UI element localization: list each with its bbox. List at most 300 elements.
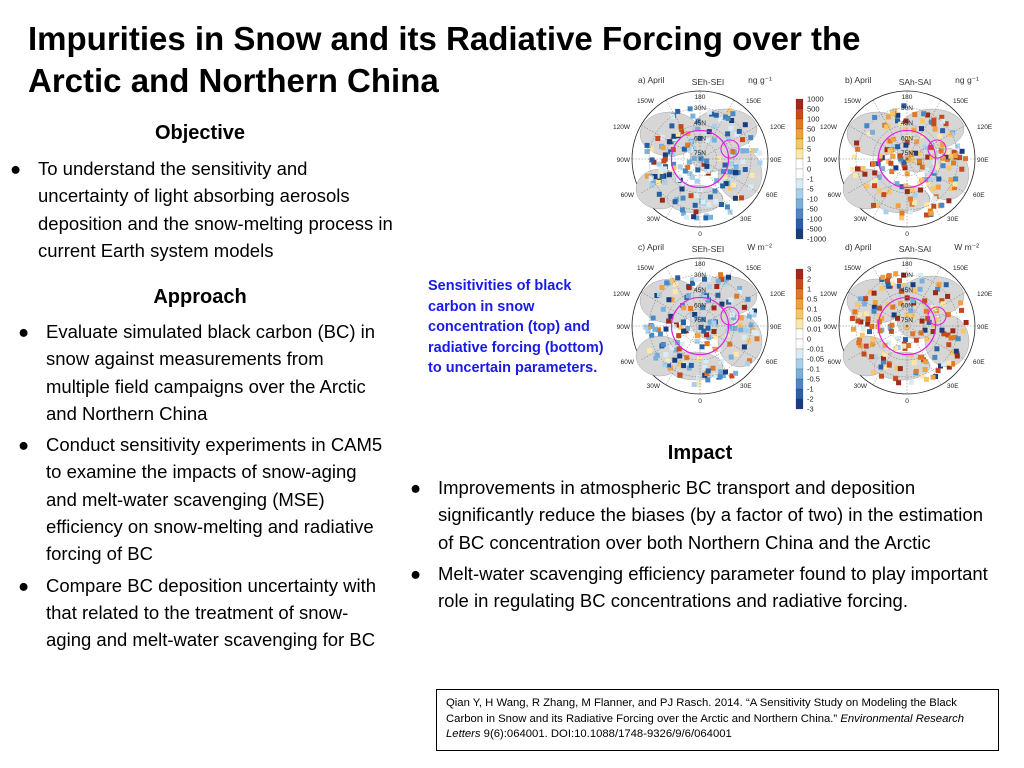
map-cell bbox=[737, 323, 742, 328]
map-cell bbox=[958, 300, 963, 305]
objective-list bbox=[10, 155, 395, 268]
grid-label: 60W bbox=[620, 192, 634, 199]
map-cell bbox=[922, 145, 927, 150]
map-cell bbox=[886, 124, 891, 129]
map-cell bbox=[729, 161, 734, 166]
map-cell bbox=[940, 128, 945, 133]
map-cell bbox=[896, 203, 901, 208]
map-cell bbox=[871, 203, 876, 208]
grid-label: 75N bbox=[901, 316, 913, 324]
bottom-colorbar-label: 1 bbox=[807, 284, 812, 294]
map-cell bbox=[689, 363, 694, 368]
bullet-dot-icon: ● bbox=[18, 321, 30, 342]
bottom-colorbar-segment bbox=[796, 309, 803, 319]
map-cell bbox=[715, 293, 720, 298]
map-cell bbox=[861, 326, 866, 331]
grid-label: 180 bbox=[694, 94, 706, 101]
grid-label: 30N bbox=[901, 105, 913, 113]
polar-maps-svg bbox=[610, 74, 993, 414]
grid-label: 90E bbox=[977, 157, 989, 164]
map-cell bbox=[937, 134, 942, 139]
map-cell bbox=[961, 329, 966, 334]
bullet-dot-icon: ● bbox=[18, 574, 30, 596]
map-cell bbox=[713, 199, 718, 204]
map-cell bbox=[667, 139, 672, 144]
bullet-dot-icon: ● bbox=[410, 562, 422, 584]
map-cell bbox=[850, 167, 855, 172]
grid-label: 60E bbox=[973, 359, 985, 366]
map-cell bbox=[946, 361, 951, 366]
map-cell bbox=[877, 188, 882, 193]
map-cell bbox=[870, 130, 875, 135]
top-colorbar-label: -100 bbox=[807, 214, 823, 224]
citation-journal: Environmental Research Letters bbox=[446, 712, 965, 740]
map-cell bbox=[880, 275, 885, 280]
bottom-colorbar-label: 0 bbox=[807, 334, 812, 344]
map-cell bbox=[719, 202, 724, 207]
map-cell bbox=[653, 356, 658, 361]
top-colorbar-label: -1000 bbox=[807, 234, 827, 244]
map-cell bbox=[941, 362, 946, 367]
map-cell bbox=[707, 110, 712, 115]
map-cell bbox=[862, 172, 867, 177]
map-cell bbox=[872, 115, 877, 120]
bottom-colorbar-segment bbox=[796, 319, 803, 329]
bullet-dot-icon: ● bbox=[410, 477, 422, 498]
top-colorbar-label: 5 bbox=[807, 144, 812, 154]
map-cell bbox=[864, 311, 869, 316]
map-cell bbox=[871, 370, 876, 375]
grid-label: 30W bbox=[646, 383, 660, 390]
map-cell bbox=[660, 198, 665, 203]
grid-label: 150W bbox=[637, 265, 654, 272]
slide-title: Impurities in Snow and its Radiative Forcing over the Arctic and Northern China bbox=[28, 20, 861, 99]
map-cell bbox=[687, 160, 692, 165]
map-cell bbox=[934, 346, 939, 351]
map-cell bbox=[667, 172, 672, 177]
bottom-colorbar-label: -2 bbox=[807, 394, 814, 404]
map-cell bbox=[748, 184, 753, 189]
map-cell bbox=[693, 203, 698, 208]
bottom-colorbar-segment bbox=[796, 389, 803, 399]
map-cell bbox=[685, 143, 690, 148]
map-cell bbox=[757, 151, 762, 156]
panel-label: a) April bbox=[638, 75, 665, 85]
grid-label: 60N bbox=[694, 302, 706, 310]
map-cell bbox=[695, 167, 700, 172]
map-cell bbox=[891, 137, 896, 142]
grid-label: 0 bbox=[698, 231, 702, 238]
map-cell bbox=[908, 197, 913, 202]
map-cell bbox=[940, 301, 945, 306]
map-cell bbox=[914, 139, 919, 144]
grid-label: 30E bbox=[740, 216, 752, 223]
map-cell bbox=[687, 285, 692, 290]
map-cell bbox=[690, 175, 695, 180]
map-cell bbox=[739, 316, 744, 321]
map-cell bbox=[730, 111, 735, 116]
map-cell bbox=[948, 177, 953, 182]
map-cell bbox=[893, 346, 898, 351]
map-cell bbox=[872, 309, 877, 314]
map-cell bbox=[741, 159, 746, 164]
bottom-colorbar-label: 0.1 bbox=[807, 304, 818, 314]
map-cell bbox=[664, 280, 669, 285]
top-colorbar-label: -5 bbox=[807, 184, 814, 194]
panel-unit-label: ng g⁻¹ bbox=[955, 75, 979, 85]
map-cell bbox=[924, 337, 929, 342]
top-colorbar-segment bbox=[796, 169, 803, 179]
map-cell bbox=[706, 202, 711, 207]
map-cell bbox=[924, 377, 929, 382]
map-cell bbox=[661, 307, 666, 312]
grid-label: 75N bbox=[694, 149, 706, 157]
map-cell bbox=[738, 327, 743, 332]
top-colorbar-label: -500 bbox=[807, 224, 823, 234]
bottom-colorbar-segment bbox=[796, 379, 803, 389]
panel-experiment-label: SAh-SAI bbox=[898, 77, 932, 87]
map-cell bbox=[742, 344, 747, 349]
map-cell bbox=[887, 273, 892, 278]
map-cell bbox=[867, 329, 872, 334]
map-cell bbox=[852, 154, 857, 159]
map-cell bbox=[657, 192, 662, 197]
bullet-dot-icon: ● bbox=[10, 158, 22, 179]
map-cell bbox=[931, 186, 936, 191]
map-cell bbox=[860, 333, 865, 338]
grid-label: 60E bbox=[766, 359, 778, 366]
map-cell bbox=[658, 332, 663, 337]
map-cell bbox=[728, 169, 733, 174]
map-cell bbox=[695, 333, 700, 338]
grid-label: 150W bbox=[844, 265, 861, 272]
grid-label: 75N bbox=[694, 316, 706, 324]
grid-label: 45N bbox=[901, 120, 913, 127]
approach-heading: Approach bbox=[153, 286, 247, 308]
panel-label: d) April bbox=[845, 242, 872, 252]
grid-label: 30W bbox=[646, 216, 660, 223]
map-cell bbox=[932, 196, 937, 201]
map-cell bbox=[746, 297, 751, 302]
map-cell bbox=[714, 284, 719, 289]
map-cell bbox=[757, 160, 762, 165]
map-cell bbox=[931, 375, 936, 380]
map-cell bbox=[726, 116, 731, 121]
map-cell bbox=[873, 178, 878, 183]
grid-label: 90E bbox=[770, 157, 782, 164]
map-cell bbox=[669, 123, 674, 128]
grid-label: 90W bbox=[616, 324, 630, 331]
map-cell bbox=[650, 157, 655, 162]
map-cell bbox=[919, 126, 924, 131]
map-cell bbox=[680, 207, 685, 212]
panel-experiment-label: SEh-SEI bbox=[691, 77, 725, 87]
map-cell bbox=[959, 167, 964, 172]
panel-unit-label: W m⁻² bbox=[747, 242, 772, 252]
top-colorbar-label: 1 bbox=[807, 154, 812, 164]
map-cell bbox=[733, 196, 738, 201]
map-cell bbox=[920, 279, 925, 284]
top-colorbar-label: -50 bbox=[807, 204, 818, 214]
grid-label: 120E bbox=[977, 124, 993, 131]
map-cell bbox=[713, 189, 718, 194]
map-cell bbox=[939, 203, 944, 208]
map-cell bbox=[924, 213, 929, 218]
grid-label: 60W bbox=[827, 192, 841, 199]
top-colorbar-segment bbox=[796, 219, 803, 229]
grid-label: 45N bbox=[694, 287, 706, 294]
map-cell bbox=[905, 171, 910, 176]
grid-label: 60E bbox=[766, 192, 778, 199]
top-colorbar-segment bbox=[796, 129, 803, 139]
map-cell bbox=[879, 286, 884, 291]
map-cell bbox=[733, 170, 738, 175]
bottom-colorbar-segment bbox=[796, 349, 803, 359]
map-cell bbox=[712, 138, 717, 143]
grid-label: 90W bbox=[823, 324, 837, 331]
map-cell bbox=[725, 131, 730, 136]
map-cell bbox=[692, 382, 697, 387]
bottom-colorbar-segment bbox=[796, 289, 803, 299]
bottom-colorbar-label: 3 bbox=[807, 264, 812, 274]
map-cell bbox=[755, 336, 760, 341]
map-cell bbox=[681, 320, 686, 325]
map-cell bbox=[662, 362, 667, 367]
map-cell bbox=[650, 183, 655, 188]
map-cell bbox=[717, 156, 722, 161]
map-cell bbox=[651, 316, 656, 321]
grid-label: 60N bbox=[901, 302, 913, 310]
bottom-colorbar-label: 0.01 bbox=[807, 324, 822, 334]
map-cell bbox=[711, 366, 716, 371]
impact-heading: Impact bbox=[667, 442, 733, 464]
grid-label: 120W bbox=[613, 124, 630, 131]
map-cell bbox=[726, 275, 731, 280]
map-cell bbox=[689, 193, 694, 198]
grid-label: 60W bbox=[827, 359, 841, 366]
grid-label: 30N bbox=[694, 105, 706, 113]
map-cell bbox=[676, 333, 681, 338]
map-cell bbox=[676, 132, 681, 137]
map-cell bbox=[754, 331, 759, 336]
map-cell bbox=[704, 159, 709, 164]
map-cell bbox=[910, 188, 915, 193]
map-cell bbox=[696, 375, 701, 380]
grid-label: 75N bbox=[901, 149, 913, 157]
grid-label: 30N bbox=[694, 272, 706, 280]
map-cell bbox=[745, 361, 750, 366]
map-cell bbox=[712, 320, 717, 325]
grid-label: 0 bbox=[905, 398, 909, 405]
map-cell bbox=[883, 352, 888, 357]
map-cell bbox=[890, 111, 895, 116]
map-cell bbox=[851, 327, 856, 332]
panel-experiment-label: SEh-SEI bbox=[691, 244, 725, 254]
map-cell bbox=[917, 159, 922, 164]
map-cell bbox=[725, 204, 730, 209]
map-cell bbox=[959, 308, 964, 313]
map-cell bbox=[712, 305, 717, 310]
map-cell bbox=[886, 282, 891, 287]
map-cell bbox=[920, 165, 925, 170]
map-cell bbox=[872, 291, 877, 296]
map-cell bbox=[657, 162, 662, 167]
top-colorbar-label: -1 bbox=[807, 174, 814, 184]
map-cell bbox=[855, 147, 860, 152]
map-cell bbox=[700, 344, 705, 349]
map-cell bbox=[855, 302, 860, 307]
impact-bullet: ● Melt-water scavenging efficiency parameter found to play important role in regulating BC concentrations and radiative forcing. bbox=[410, 560, 1002, 615]
map-cell bbox=[858, 296, 863, 301]
map-cell bbox=[918, 287, 923, 292]
top-colorbar-segment bbox=[796, 179, 803, 189]
map-cell bbox=[672, 358, 677, 363]
map-cell bbox=[734, 294, 739, 299]
map-cell bbox=[910, 331, 915, 336]
grid-label: 150E bbox=[746, 98, 762, 105]
citation-box bbox=[436, 689, 999, 751]
map-cell bbox=[918, 273, 923, 278]
map-cell bbox=[872, 183, 877, 188]
grid-label: 90E bbox=[770, 324, 782, 331]
map-cell bbox=[909, 380, 914, 385]
map-cell bbox=[744, 148, 749, 153]
bottom-colorbar-segment bbox=[796, 359, 803, 369]
polar-maps-figure bbox=[610, 74, 993, 414]
map-cell bbox=[723, 163, 728, 168]
bottom-colorbar-segment bbox=[796, 279, 803, 289]
map-cell bbox=[750, 173, 755, 178]
bottom-colorbar-segment bbox=[796, 329, 803, 339]
map-cell bbox=[939, 148, 944, 153]
map-cell bbox=[946, 198, 951, 203]
map-cell bbox=[703, 215, 708, 220]
map-cell bbox=[921, 111, 926, 116]
map-cell bbox=[940, 119, 945, 124]
map-cell bbox=[933, 290, 938, 295]
map-cell bbox=[945, 294, 950, 299]
map-cell bbox=[853, 173, 858, 178]
map-cell bbox=[656, 180, 661, 185]
grid-label: 150W bbox=[844, 98, 861, 105]
grid-label: 120E bbox=[770, 124, 786, 131]
map-cell bbox=[733, 371, 738, 376]
approach-list bbox=[18, 318, 388, 658]
map-cell bbox=[953, 176, 958, 181]
bottom-colorbar-segment bbox=[796, 339, 803, 349]
map-cell bbox=[737, 129, 742, 134]
map-cell bbox=[728, 126, 733, 131]
grid-label: 60E bbox=[973, 192, 985, 199]
map-cell bbox=[743, 167, 748, 172]
map-cell bbox=[941, 163, 946, 168]
panel-label: c) April bbox=[638, 242, 664, 252]
impact-list bbox=[410, 474, 1002, 618]
map-cell bbox=[706, 368, 711, 373]
top-colorbar-label: 100 bbox=[807, 114, 820, 124]
figure-caption: Sensitivities of black carbon in snow concentration (top) and radiative forcing (bottom) to uncertain parameters. bbox=[428, 278, 604, 376]
map-cell bbox=[863, 296, 868, 301]
map-cell bbox=[678, 164, 683, 169]
grid-label: 150W bbox=[637, 98, 654, 105]
map-cell bbox=[681, 305, 686, 310]
map-cell bbox=[900, 211, 905, 216]
map-cell bbox=[940, 328, 945, 333]
bottom-colorbar-segment bbox=[796, 269, 803, 279]
map-cell bbox=[899, 215, 904, 220]
grid-label: 120W bbox=[820, 124, 837, 131]
top-colorbar-label: -10 bbox=[807, 194, 818, 204]
map-cell bbox=[952, 182, 957, 187]
top-colorbar-segment bbox=[796, 159, 803, 169]
map-cell bbox=[728, 210, 733, 215]
map-cell bbox=[646, 329, 651, 334]
grid-label: 150E bbox=[953, 265, 969, 272]
map-cell bbox=[946, 312, 951, 317]
map-cell bbox=[946, 342, 951, 347]
map-cell bbox=[684, 355, 689, 360]
map-cell bbox=[924, 202, 929, 207]
map-cell bbox=[872, 170, 877, 175]
bottom-colorbar-label: -3 bbox=[807, 404, 814, 414]
map-cell bbox=[852, 309, 857, 314]
bottom-colorbar-label: -1 bbox=[807, 384, 814, 394]
map-cell bbox=[931, 204, 936, 209]
map-cell bbox=[901, 344, 906, 349]
map-cell bbox=[645, 149, 650, 154]
map-cell bbox=[749, 323, 754, 328]
map-cell bbox=[712, 124, 717, 129]
map-cell bbox=[890, 305, 895, 310]
bottom-colorbar-segment bbox=[796, 399, 803, 409]
map-cell bbox=[869, 324, 874, 329]
top-colorbar-segment bbox=[796, 139, 803, 149]
map-cell bbox=[716, 279, 721, 284]
map-cell bbox=[748, 135, 753, 140]
map-cell bbox=[662, 180, 667, 185]
grid-label: 150E bbox=[953, 98, 969, 105]
map-cell bbox=[854, 141, 859, 146]
map-cell bbox=[713, 373, 718, 378]
bottom-colorbar-segment bbox=[796, 299, 803, 309]
map-cell bbox=[731, 183, 736, 188]
grid-label: 60W bbox=[620, 359, 634, 366]
top-colorbar-segment bbox=[796, 199, 803, 209]
bullet-dot-icon: ● bbox=[18, 434, 30, 456]
map-cell bbox=[856, 340, 861, 345]
map-cell bbox=[740, 137, 745, 142]
map-cell bbox=[672, 324, 677, 329]
grid-label: 45N bbox=[901, 287, 913, 294]
map-cell bbox=[896, 380, 901, 385]
map-cell bbox=[887, 189, 892, 194]
map-cell bbox=[695, 179, 700, 184]
map-cell bbox=[879, 374, 884, 379]
map-cell bbox=[681, 363, 686, 368]
map-cell bbox=[932, 355, 937, 360]
top-colorbar-segment bbox=[796, 99, 803, 109]
citation-details: 9(6):064001. DOI:10.1088/1748-9326/9/6/064001 bbox=[480, 728, 732, 740]
map-cell bbox=[936, 368, 941, 373]
top-colorbar-label: 500 bbox=[807, 104, 820, 114]
map-cell bbox=[887, 363, 892, 368]
map-cell bbox=[888, 161, 893, 166]
map-cell bbox=[734, 164, 739, 169]
grid-label: 90W bbox=[616, 157, 630, 164]
map-cell bbox=[714, 113, 719, 118]
top-colorbar-segment bbox=[796, 119, 803, 129]
grid-label: 30E bbox=[947, 383, 959, 390]
